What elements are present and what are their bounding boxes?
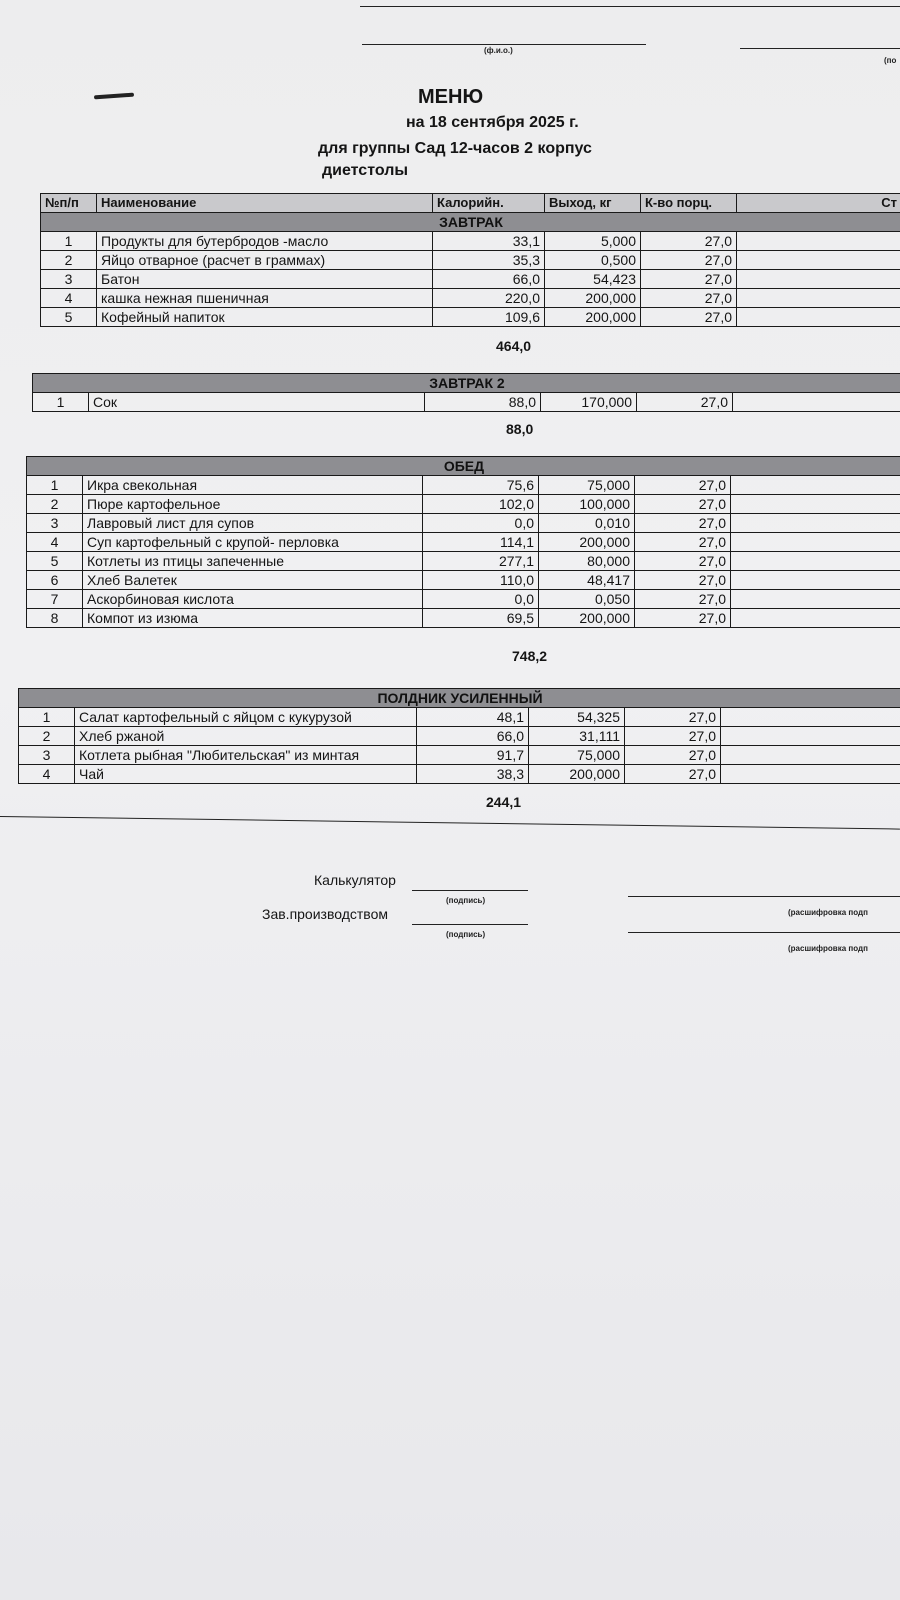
row-portions: 27,0 [625, 708, 721, 727]
row-no: 4 [41, 289, 97, 308]
row-name: Батон [97, 270, 433, 289]
row-portions: 27,0 [625, 765, 721, 784]
snack-total: 244,1 [486, 794, 522, 810]
breakfast-total: 464,0 [496, 338, 532, 354]
row-portions: 27,0 [635, 609, 731, 628]
row-extra [733, 393, 900, 412]
row-no: 3 [19, 746, 75, 765]
table-row [27, 590, 900, 609]
row-portions: 27,0 [641, 251, 737, 270]
row-calories: 33,1 [433, 232, 545, 251]
row-no: 1 [19, 708, 75, 727]
snack-section [18, 688, 900, 784]
row-portions: 27,0 [635, 552, 731, 571]
row-name: кашка нежная пшеничная [97, 289, 433, 308]
calculator-sign-line [412, 890, 528, 891]
lunch-total: 748,2 [512, 648, 548, 664]
row-calories: 102,0 [423, 495, 539, 514]
row-calories: 66,0 [417, 727, 529, 746]
row-name: Котлета рыбная "Любительская" из минтая [75, 746, 417, 765]
fio-caption: (ф.и.о.) [484, 46, 513, 55]
row-calories: 66,0 [433, 270, 545, 289]
breakfast2-total: 88,0 [506, 421, 534, 437]
pen-mark [94, 93, 134, 100]
row-portions: 27,0 [635, 571, 731, 590]
row-name: Салат картофельный с яйцом с кукурузой [75, 708, 417, 727]
header-portions: К-во порц. [641, 194, 737, 213]
row-extra [731, 514, 900, 533]
row-no: 1 [33, 393, 89, 412]
breakfast-section [40, 193, 900, 327]
row-calories: 220,0 [433, 289, 545, 308]
row-portions: 27,0 [635, 476, 731, 495]
header-name: Наименование [97, 194, 433, 213]
row-yield: 200,000 [545, 308, 641, 327]
row-name: Пюре картофельное [83, 495, 423, 514]
row-no: 1 [27, 476, 83, 495]
snack-table [18, 688, 900, 784]
row-name: Котлеты из птицы запеченные [83, 552, 423, 571]
calculator-label: Калькулятор [314, 872, 396, 888]
production-sign-caption: (подпись) [446, 930, 486, 939]
table-row [33, 393, 900, 412]
production-decode-line [628, 932, 900, 933]
breakfast2-section [32, 373, 900, 412]
row-extra [721, 765, 900, 784]
breakfast2-table [32, 373, 900, 412]
row-portions: 27,0 [641, 270, 737, 289]
row-calories: 88,0 [425, 393, 541, 412]
row-extra [731, 533, 900, 552]
row-no: 5 [41, 308, 97, 327]
table-row [41, 289, 900, 308]
row-yield: 200,000 [539, 533, 635, 552]
row-extra [737, 251, 900, 270]
date-line: на 18 сентября 2025 г. [406, 114, 579, 131]
row-name: Икра свекольная [83, 476, 423, 495]
production-label: Зав.производством [262, 906, 388, 922]
row-yield: 200,000 [529, 765, 625, 784]
production-decode-caption: (расшифровка подп [788, 944, 868, 953]
section-title: ЗАВТРАК 2 [33, 374, 900, 393]
row-no: 3 [41, 270, 97, 289]
table-row [27, 514, 900, 533]
row-name: Кофейный напиток [97, 308, 433, 327]
row-no: 7 [27, 590, 83, 609]
row-yield: 200,000 [545, 289, 641, 308]
row-calories: 277,1 [423, 552, 539, 571]
table-row [27, 495, 900, 514]
row-calories: 91,7 [417, 746, 529, 765]
lunch-table [26, 456, 900, 628]
row-portions: 27,0 [625, 727, 721, 746]
header-calories: Калорийн. [433, 194, 545, 213]
row-portions: 27,0 [635, 495, 731, 514]
row-calories: 0,0 [423, 514, 539, 533]
row-portions: 27,0 [625, 746, 721, 765]
table-row [27, 571, 900, 590]
diet-line: диетстолы [322, 162, 409, 179]
row-name: Яйцо отварное (расчет в граммах) [97, 251, 433, 270]
table-row [19, 727, 900, 746]
table-row [19, 708, 900, 727]
row-name: Компот из изюма [83, 609, 423, 628]
separator-line [0, 816, 900, 830]
row-name: Продукты для бутербродов -масло [97, 232, 433, 251]
top-cut-line [360, 6, 900, 7]
row-calories: 38,3 [417, 765, 529, 784]
row-portions: 27,0 [637, 393, 733, 412]
calculator-sign-caption: (подпись) [446, 896, 486, 905]
row-yield: 75,000 [529, 746, 625, 765]
table-row [19, 765, 900, 784]
row-no: 6 [27, 571, 83, 590]
row-yield: 0,010 [539, 514, 635, 533]
row-calories: 114,1 [423, 533, 539, 552]
table-row [41, 270, 900, 289]
row-yield: 5,000 [545, 232, 641, 251]
row-name: Хлеб Валетек [83, 571, 423, 590]
section-title: ПОЛДНИК УСИЛЕННЫЙ [19, 689, 900, 708]
table-header-row [41, 194, 900, 213]
row-yield: 75,000 [539, 476, 635, 495]
row-extra [721, 746, 900, 765]
row-no: 8 [27, 609, 83, 628]
row-portions: 27,0 [641, 289, 737, 308]
header-yield: Выход, кг [545, 194, 641, 213]
header-extra: Ст [737, 194, 900, 213]
sign-line-right [740, 48, 900, 49]
row-portions: 27,0 [641, 308, 737, 327]
row-name: Сок [89, 393, 425, 412]
table-row [41, 251, 900, 270]
row-extra [721, 708, 900, 727]
row-name: Хлеб ржаной [75, 727, 417, 746]
row-yield: 0,050 [539, 590, 635, 609]
row-calories: 48,1 [417, 708, 529, 727]
calculator-decode-caption: (расшифровка подп [788, 908, 868, 917]
row-extra [731, 552, 900, 571]
row-portions: 27,0 [635, 533, 731, 552]
breakfast-table [40, 193, 900, 327]
row-calories: 35,3 [433, 251, 545, 270]
row-no: 4 [27, 533, 83, 552]
row-calories: 110,0 [423, 571, 539, 590]
section-title: ЗАВТРАК [41, 213, 900, 232]
fio-line [362, 44, 646, 45]
row-extra [731, 571, 900, 590]
row-no: 1 [41, 232, 97, 251]
row-extra [737, 289, 900, 308]
row-extra [731, 590, 900, 609]
group-line: для группы Сад 12-часов 2 корпус [318, 140, 592, 157]
row-name: Суп картофельный с крупой- перловка [83, 533, 423, 552]
row-yield: 31,111 [529, 727, 625, 746]
row-extra [737, 232, 900, 251]
row-no: 3 [27, 514, 83, 533]
row-yield: 54,325 [529, 708, 625, 727]
sign-caption-partial: (по [884, 56, 897, 65]
section-title: ОБЕД [27, 457, 900, 476]
row-yield: 100,000 [539, 495, 635, 514]
row-name: Лавровый лист для супов [83, 514, 423, 533]
row-calories: 0,0 [423, 590, 539, 609]
row-name: Аскорбиновая кислота [83, 590, 423, 609]
row-no: 2 [41, 251, 97, 270]
row-no: 4 [19, 765, 75, 784]
lunch-section [26, 456, 900, 628]
table-row [27, 533, 900, 552]
row-extra [731, 609, 900, 628]
row-calories: 75,6 [423, 476, 539, 495]
calculator-decode-line [628, 896, 900, 897]
row-yield: 170,000 [541, 393, 637, 412]
table-row [41, 308, 900, 327]
production-sign-line [412, 924, 528, 925]
row-no: 5 [27, 552, 83, 571]
row-extra [731, 495, 900, 514]
row-calories: 109,6 [433, 308, 545, 327]
header-no: №п/п [41, 194, 97, 213]
row-portions: 27,0 [635, 514, 731, 533]
table-row [27, 476, 900, 495]
row-yield: 54,423 [545, 270, 641, 289]
row-name: Чай [75, 765, 417, 784]
table-row [27, 552, 900, 571]
table-row [27, 609, 900, 628]
row-no: 2 [19, 727, 75, 746]
table-row [19, 746, 900, 765]
row-yield: 0,500 [545, 251, 641, 270]
menu-title: МЕНЮ [418, 86, 484, 108]
row-extra [737, 308, 900, 327]
row-portions: 27,0 [641, 232, 737, 251]
table-row [41, 232, 900, 251]
row-portions: 27,0 [635, 590, 731, 609]
row-yield: 200,000 [539, 609, 635, 628]
row-extra [721, 727, 900, 746]
row-yield: 80,000 [539, 552, 635, 571]
row-extra [731, 476, 900, 495]
row-no: 2 [27, 495, 83, 514]
row-calories: 69,5 [423, 609, 539, 628]
row-extra [737, 270, 900, 289]
row-yield: 48,417 [539, 571, 635, 590]
